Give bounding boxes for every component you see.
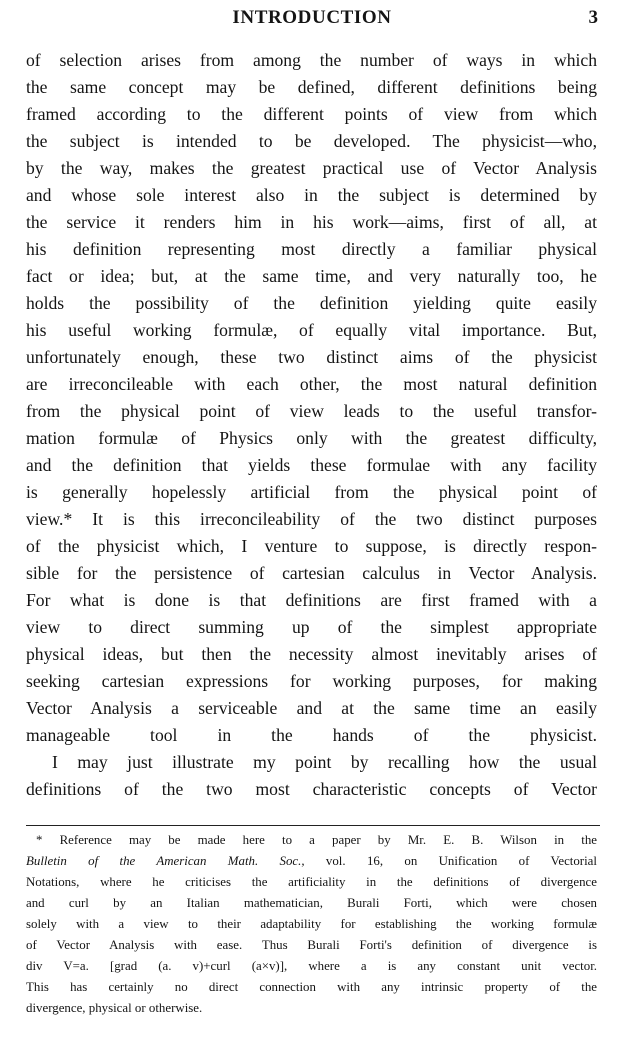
text-line: definitions of the two most characteristic concepts of Vector [26,779,597,799]
footnote-line: solely with a view to their adaptability for establishing the working formulæ [26,917,597,931]
running-head [26,6,598,30]
footnote-line: of Vector Analysis with ease. Thus Burali Forti's definition of divergence is [26,938,597,952]
footnote-line: This has certainly no direct connection with any intrinsic property of the [26,980,597,994]
text-line: fact or idea; but, at the same time, and very naturally too, he [26,266,597,286]
footnote-line: * Reference may be made here to a paper by Mr. E. B. Wilson in the [36,833,597,847]
text-line: is generally hopelessly artificial from the physical point of [26,482,597,502]
footnote-line: Notations, where he criticises the artificiality in the definitions of divergence [26,875,597,889]
journal-title: Bulletin of the American Math. Soc., [26,854,305,868]
footnote-line-text: vol. 16, on Unification of Vectorial [304,854,597,868]
text-line: sible for the persistence of cartesian calculus in Vector Analysis. [26,563,597,583]
text-line: unfortunately enough, these two distinct aims of the physicist [26,347,597,367]
text-line: his useful working formulæ, of equally vital importance. But, [26,320,597,340]
text-line: and the definition that yields these formulae with any facility [26,455,597,475]
text-line: physical ideas, but then the necessity almost inevitably arises of [26,644,597,664]
text-line: his definition representing most directly a familiar physical [26,239,597,259]
text-line: from the physical point of view leads to the useful transfor- [26,401,597,421]
text-line: the same concept may be defined, different definitions being [26,77,597,97]
footnote-line: divergence, physical or otherwise. [26,1001,203,1015]
text-line: Vector Analysis a serviceable and at the same time an easily [26,698,597,718]
text-line: view to direct summing up of the simplest appropriate [26,617,597,637]
body-text [26,47,597,803]
text-line: the service it renders him in his work—aims, first of all, at [26,212,597,232]
text-line: framed according to the different points of view from which [26,104,597,124]
footnote-line: div V=a. [grad (a. v)+curl (a×v)], where a is any constant unit vector. [26,959,597,973]
page-number: 3 [588,7,598,28]
text-line: For what is done is that definitions are first framed with a [26,590,597,610]
text-line: the subject is intended to be developed. The physicist—who, [26,131,597,151]
footnote [26,830,597,1019]
footnote-line: and curl by an Italian mathematician, Burali Forti, which were chosen [26,896,597,910]
text-line: of the physicist which, I venture to suppose, is directly respon- [26,536,597,556]
text-line: mation formulæ of Physics only with the greatest difficulty, [26,428,597,448]
footnote-line [26,851,597,872]
text-line: holds the possibility of the definition yielding quite easily [26,293,597,313]
text-line: seeking cartesian expressions for working purposes, for making [26,671,597,691]
text-line: view.* It is this irreconcileability of the two distinct purposes [26,509,597,529]
text-line: of selection arises from among the number of ways in which [26,50,597,70]
text-line: and whose sole interest also in the subject is determined by [26,185,597,205]
running-title: INTRODUCTION [232,7,392,28]
text-line: are irreconcileable with each other, the most natural definition [26,374,597,394]
footnote-rule [26,825,600,826]
text-line: by the way, makes the greatest practical use of Vector Analysis [26,158,597,178]
text-line-paragraph-start: I may just illustrate my point by recalling how the usual [52,752,597,772]
text-line: manageable tool in the hands of the physicist. [26,725,597,745]
